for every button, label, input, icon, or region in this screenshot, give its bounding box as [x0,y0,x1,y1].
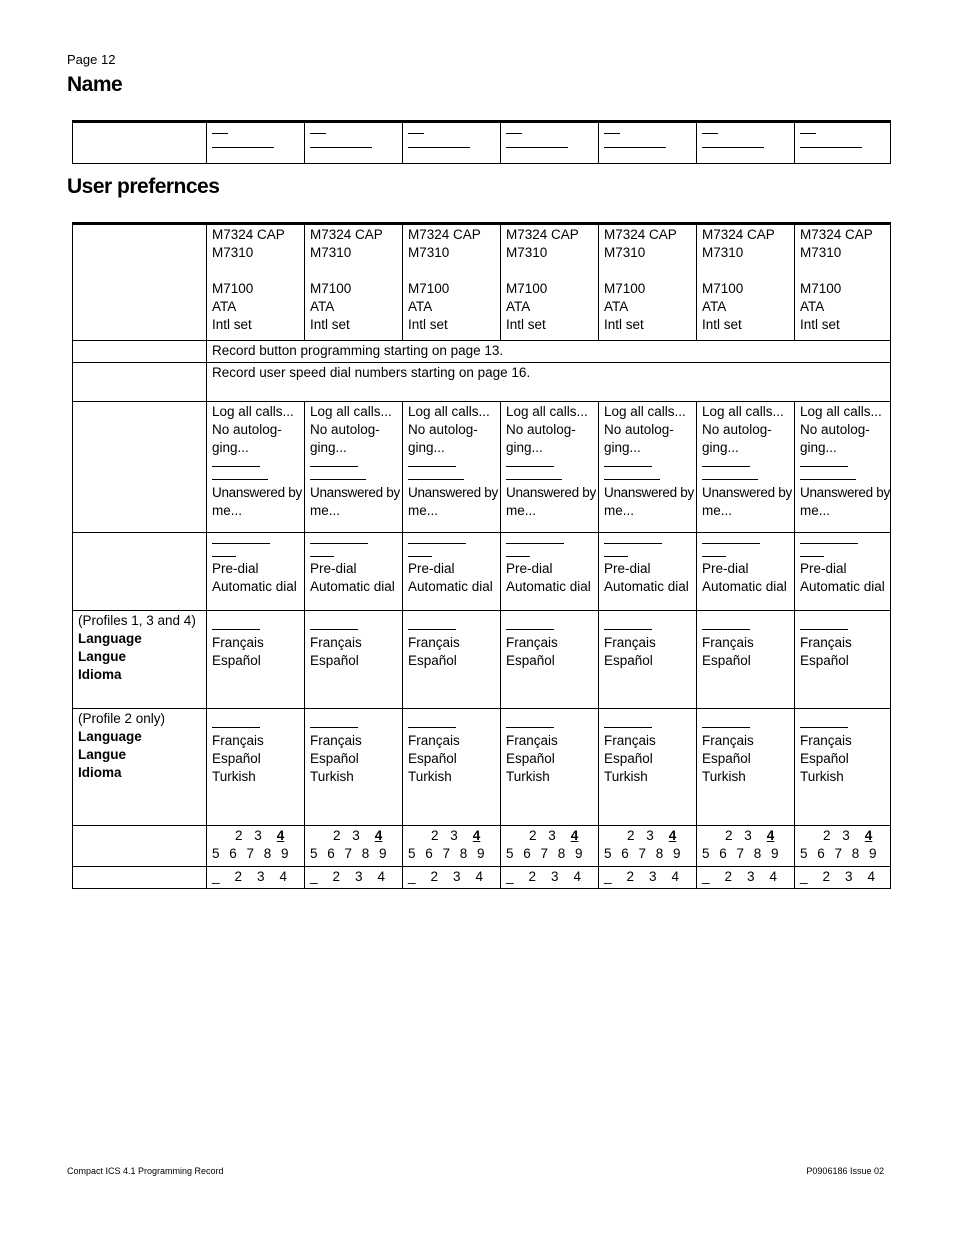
volume-row [73,867,891,889]
cell-text: ging... [604,440,641,455]
language-profile-2-row-label [73,709,207,826]
page-number: Page 12 [67,52,116,67]
cell-text: ging... [800,440,837,455]
cell-text: 5 6 7 8 9 [604,846,681,861]
cell-text: Unanswered by [604,485,694,500]
cell-text: No autolog- [604,422,674,437]
blank-line [604,547,628,557]
cell-text: Unanswered by [506,485,596,500]
cell-text: M7324 CAP [408,227,481,242]
volume-row-option-cell[interactable] [305,867,403,889]
cell-text: Français [800,733,852,748]
cell-text: Automatic dial [408,579,493,594]
cell-text: Español [800,653,849,668]
cell-text: M7100 [310,281,352,296]
ring-type-row-option-cell[interactable] [403,826,501,867]
record-button-note: Record button programming starting on page 13. [207,341,891,363]
cell-text: No autolog- [408,422,478,437]
blank-line [604,124,620,134]
language-profiles-1-3-4-row-option-cell[interactable] [305,611,403,709]
volume-row-option-cell[interactable] [795,867,891,889]
language-profile-2-row-option-cell[interactable] [305,709,403,826]
cell-text: Unanswered by [212,485,302,500]
blank-line [408,138,470,148]
cell-text: Intl set [506,317,546,332]
volume-row-option-cell[interactable] [599,867,697,889]
blank-line [604,138,666,148]
blank-line [212,547,236,557]
ring-type-row-option-cell[interactable] [501,826,599,867]
volume-row-option-cell[interactable] [403,867,501,889]
blank-line [800,718,848,728]
language-profile-2-row [73,709,891,826]
set-type-row-option-cell[interactable] [403,224,501,341]
cell-text: Intl set [310,317,350,332]
cell-text: 2 3 4 [823,828,873,843]
cell-text: Pre-dial [506,561,553,576]
cell-text: Turkish [506,769,550,784]
blank-line [506,124,522,134]
cell-text: Log all calls... [604,404,686,419]
cell-text: ATA [212,299,237,314]
cell-text: 5 6 7 8 9 [800,846,877,861]
cell-text: 5 6 7 8 9 [702,846,779,861]
language-profile-2-row-option-cell[interactable] [207,709,305,826]
cell-text: ATA [506,299,531,314]
name-entry-cell[interactable] [795,122,891,164]
blank-line [604,457,652,467]
cell-text: Pre-dial [212,561,259,576]
cell-text: Langue [78,649,127,664]
dialing-mode-row-option-cell[interactable] [501,533,599,611]
set-type-row-label [73,224,207,341]
language-profiles-1-3-4-row-option-cell[interactable] [207,611,305,709]
blank-line [408,547,432,557]
cell-text: M7100 [702,281,744,296]
name-entry-cell[interactable] [501,122,599,164]
cell-text: Français [212,733,264,748]
cell-text: ging... [408,440,445,455]
cell-text: Language [78,729,142,744]
cell-text: Español [604,653,653,668]
cell-text: Automatic dial [506,579,591,594]
blank-line [604,620,652,630]
name-entry-cell[interactable] [403,122,501,164]
set-type-row-option-cell[interactable] [795,224,891,341]
blank-line [702,534,760,544]
cell-text: Español [310,751,359,766]
cell-text: Français [310,635,362,650]
cell-text: No autolog- [702,422,772,437]
cell-text: Français [800,635,852,650]
blank-line [212,457,260,467]
blank-line [408,620,456,630]
cell-text: M7310 [212,245,254,260]
cell-text: M7324 CAP [310,227,383,242]
cell-text: M7324 CAP [506,227,579,242]
blank-line [506,470,562,480]
cell-text: 5 6 7 8 9 [310,846,387,861]
blank-line [310,620,358,630]
cell-text: (Profiles 1, 3 and 4) [78,613,196,628]
cell-text: _ 2 3 4 [310,869,386,884]
cell-text: _ 2 3 4 [408,869,484,884]
call-log-row-option-cell[interactable] [501,402,599,533]
footer-document-number: P0906186 Issue 02 [806,1166,884,1176]
cell-text: Français [506,635,558,650]
cell-text: ATA [800,299,825,314]
dialing-mode-row-option-cell[interactable] [403,533,501,611]
dialing-mode-row-option-cell[interactable] [305,533,403,611]
language-profiles-1-3-4-row [73,611,891,709]
cell-text: Intl set [800,317,840,332]
record-speed-dial-note: Record user speed dial numbers starting on page 16. [207,363,891,402]
cell-text: 5 6 7 8 9 [408,846,485,861]
cell-text: M7324 CAP [604,227,677,242]
call-log-row-option-cell[interactable] [697,402,795,533]
record-speed-dial-row-label [73,363,207,402]
cell-text: Turkish [800,769,844,784]
set-type-row-option-cell[interactable] [599,224,697,341]
language-profile-2-row-option-cell[interactable] [501,709,599,826]
cell-text: 5 6 7 8 9 [506,846,583,861]
dialing-mode-row-option-cell[interactable] [207,533,305,611]
set-type-row-option-cell[interactable] [207,224,305,341]
cell-text: ging... [212,440,249,455]
cell-text: Pre-dial [310,561,357,576]
blank-line [800,534,858,544]
cell-text: Log all calls... [212,404,294,419]
blank-line [310,138,372,148]
blank-line [408,718,456,728]
blank-line [310,547,334,557]
cell-text: Log all calls... [310,404,392,419]
cell-text: Français [702,635,754,650]
cell-text: Log all calls... [506,404,588,419]
ring-type-row-label [73,826,207,867]
cell-text: Turkish [408,769,452,784]
blank-line [800,138,862,148]
cell-text: Français [310,733,362,748]
cell-text: Español [212,653,261,668]
cell-text: Automatic dial [604,579,689,594]
cell-text: Unanswered by [310,485,400,500]
language-profiles-1-3-4-row-option-cell[interactable] [795,611,891,709]
cell-text: Pre-dial [702,561,749,576]
user-preferences-title: User prefernces [67,175,220,198]
language-profiles-1-3-4-row-label [73,611,207,709]
cell-text: Pre-dial [604,561,651,576]
blank-line [506,534,564,544]
cell-text: Español [702,653,751,668]
cell-text: _ 2 3 4 [604,869,680,884]
cell-text: M7100 [800,281,842,296]
ring-type-row-option-cell[interactable] [697,826,795,867]
cell-text: Pre-dial [408,561,455,576]
cell-text: Idioma [78,765,122,780]
cell-text: me... [800,503,831,518]
blank-line [800,547,824,557]
name-label-cell [73,122,207,164]
cell-text: _ 2 3 4 [800,869,876,884]
blank-line [702,620,750,630]
blank-line [310,470,366,480]
cell-text: 5 6 7 8 9 [212,846,289,861]
blank-line [604,534,662,544]
cell-text: me... [408,503,439,518]
cell-text: M7324 CAP [702,227,775,242]
blank-line [408,124,424,134]
call-log-row-label [73,402,207,533]
cell-text: M7310 [604,245,646,260]
cell-text: M7310 [408,245,450,260]
blank-line [310,457,358,467]
cell-text: 2 3 4 [529,828,579,843]
set-type-row-option-cell[interactable] [501,224,599,341]
cell-text: Español [506,653,555,668]
blank-line [604,718,652,728]
call-log-row-option-cell[interactable] [795,402,891,533]
dialing-mode-row-option-cell[interactable] [697,533,795,611]
blank-line [604,470,660,480]
cell-text: Français [506,733,558,748]
user-preferences-table [72,222,891,889]
call-log-row-option-cell[interactable] [403,402,501,533]
cell-text: Unanswered by [702,485,792,500]
cell-text: Log all calls... [408,404,490,419]
cell-text: M7324 CAP [800,227,873,242]
blank-line [212,124,228,134]
cell-text: 2 3 4 [725,828,775,843]
blank-line [506,457,554,467]
cell-text: Español [800,751,849,766]
dialing-mode-row-label [73,533,207,611]
cell-text: Intl set [604,317,644,332]
name-entry-cell[interactable] [697,122,795,164]
cell-text: Español [506,751,555,766]
cell-text: Français [604,635,656,650]
cell-text: ATA [604,299,629,314]
set-type-row-option-cell[interactable] [697,224,795,341]
name-entry-cell[interactable] [207,122,305,164]
cell-text: Pre-dial [800,561,847,576]
blank-line [702,138,764,148]
cell-text: Unanswered by [408,485,498,500]
blank-line [800,124,816,134]
cell-text: Français [408,635,460,650]
blank-line [506,718,554,728]
blank-line [702,547,726,557]
cell-text: 2 3 4 [333,828,383,843]
language-profile-2-row-option-cell[interactable] [599,709,697,826]
record-button-row-label [73,341,207,363]
blank-line [212,620,260,630]
cell-text: Español [408,751,457,766]
cell-text: Español [408,653,457,668]
cell-text: Turkish [702,769,746,784]
cell-text: me... [310,503,341,518]
cell-text: Español [702,751,751,766]
set-type-row-option-cell[interactable] [305,224,403,341]
blank-line [702,470,758,480]
cell-text: _ 2 3 4 [702,869,778,884]
blank-line [800,470,856,480]
cell-text: Intl set [212,317,252,332]
cell-text: me... [506,503,537,518]
language-profiles-1-3-4-row-option-cell[interactable] [697,611,795,709]
language-profiles-1-3-4-row-option-cell[interactable] [403,611,501,709]
cell-text: Log all calls... [702,404,784,419]
cell-text: Français [212,635,264,650]
cell-text: Log all calls... [800,404,882,419]
record-button-row [73,341,891,363]
cell-text: 2 3 4 [235,828,285,843]
language-profile-2-row-option-cell[interactable] [795,709,891,826]
ring-type-row-option-cell[interactable] [795,826,891,867]
cell-text: ATA [702,299,727,314]
blank-line [702,457,750,467]
blank-line [506,547,530,557]
cell-text: 2 3 4 [627,828,677,843]
cell-text: Unanswered by [800,485,890,500]
cell-text: Español [604,751,653,766]
cell-text: M7310 [702,245,744,260]
call-log-row-option-cell[interactable] [305,402,403,533]
cell-text: Turkish [212,769,256,784]
cell-text: Français [408,733,460,748]
cell-text: Français [604,733,656,748]
cell-text: Automatic dial [702,579,787,594]
cell-text: _ 2 3 4 [212,869,288,884]
cell-text: M7100 [408,281,450,296]
ring-type-row-option-cell[interactable] [599,826,697,867]
cell-text: Español [310,653,359,668]
cell-text: Langue [78,747,127,762]
blank-line [702,124,718,134]
cell-text: ging... [506,440,543,455]
record-speed-dial-row [73,363,891,402]
call-log-row-option-cell[interactable] [207,402,305,533]
cell-text: Idioma [78,667,122,682]
cell-text: me... [702,503,733,518]
cell-text: Français [702,733,754,748]
blank-line [310,534,368,544]
cell-text: Intl set [408,317,448,332]
volume-row-option-cell[interactable] [697,867,795,889]
blank-line [506,138,568,148]
name-section-title: Name [67,73,123,96]
blank-line [212,470,268,480]
name-row [73,122,891,164]
cell-text: ging... [310,440,347,455]
name-entry-cell[interactable] [305,122,403,164]
cell-text: 2 3 4 [431,828,481,843]
dialing-mode-row [73,533,891,611]
ring-type-row-option-cell[interactable] [207,826,305,867]
cell-text: Language [78,631,142,646]
cell-text: Automatic dial [310,579,395,594]
cell-text: Automatic dial [800,579,885,594]
cell-text: ATA [310,299,335,314]
cell-text: No autolog- [506,422,576,437]
call-log-row [73,402,891,533]
cell-text: _ 2 3 4 [506,869,582,884]
blank-line [212,138,274,148]
dialing-mode-row-option-cell[interactable] [599,533,697,611]
cell-text: No autolog- [310,422,380,437]
cell-text: me... [212,503,243,518]
call-log-row-option-cell[interactable] [599,402,697,533]
ring-type-row [73,826,891,867]
set-type-row [73,224,891,341]
cell-text: (Profile 2 only) [78,711,166,726]
cell-text: Turkish [310,769,354,784]
cell-text: me... [604,503,635,518]
blank-line [212,718,260,728]
cell-text: Español [212,751,261,766]
blank-line [800,620,848,630]
cell-text: Automatic dial [212,579,297,594]
blank-line [408,470,464,480]
ring-type-row-option-cell[interactable] [305,826,403,867]
blank-line [408,457,456,467]
cell-text: M7310 [800,245,842,260]
language-profiles-1-3-4-row-option-cell[interactable] [501,611,599,709]
footer-document-title: Compact ICS 4.1 Programming Record [67,1166,224,1176]
dialing-mode-row-option-cell[interactable] [795,533,891,611]
cell-text: Intl set [702,317,742,332]
name-entry-cell[interactable] [599,122,697,164]
blank-line [310,718,358,728]
cell-text: ATA [408,299,433,314]
blank-line [408,534,466,544]
blank-line [506,620,554,630]
volume-row-option-cell[interactable] [501,867,599,889]
volume-row-option-cell[interactable] [207,867,305,889]
blank-line [212,534,270,544]
cell-text: No autolog- [212,422,282,437]
name-table [72,120,891,164]
blank-line [800,457,848,467]
cell-text: M7310 [506,245,548,260]
cell-text: M7100 [506,281,548,296]
cell-text: M7324 CAP [212,227,285,242]
cell-text: M7310 [310,245,352,260]
cell-text: No autolog- [800,422,870,437]
volume-row-label [73,867,207,889]
cell-text: ging... [702,440,739,455]
cell-text: M7100 [604,281,646,296]
cell-text: M7100 [212,281,254,296]
language-profiles-1-3-4-row-option-cell[interactable] [599,611,697,709]
blank-line [702,718,750,728]
blank-line [310,124,326,134]
language-profile-2-row-option-cell[interactable] [403,709,501,826]
language-profile-2-row-option-cell[interactable] [697,709,795,826]
cell-text: Turkish [604,769,648,784]
